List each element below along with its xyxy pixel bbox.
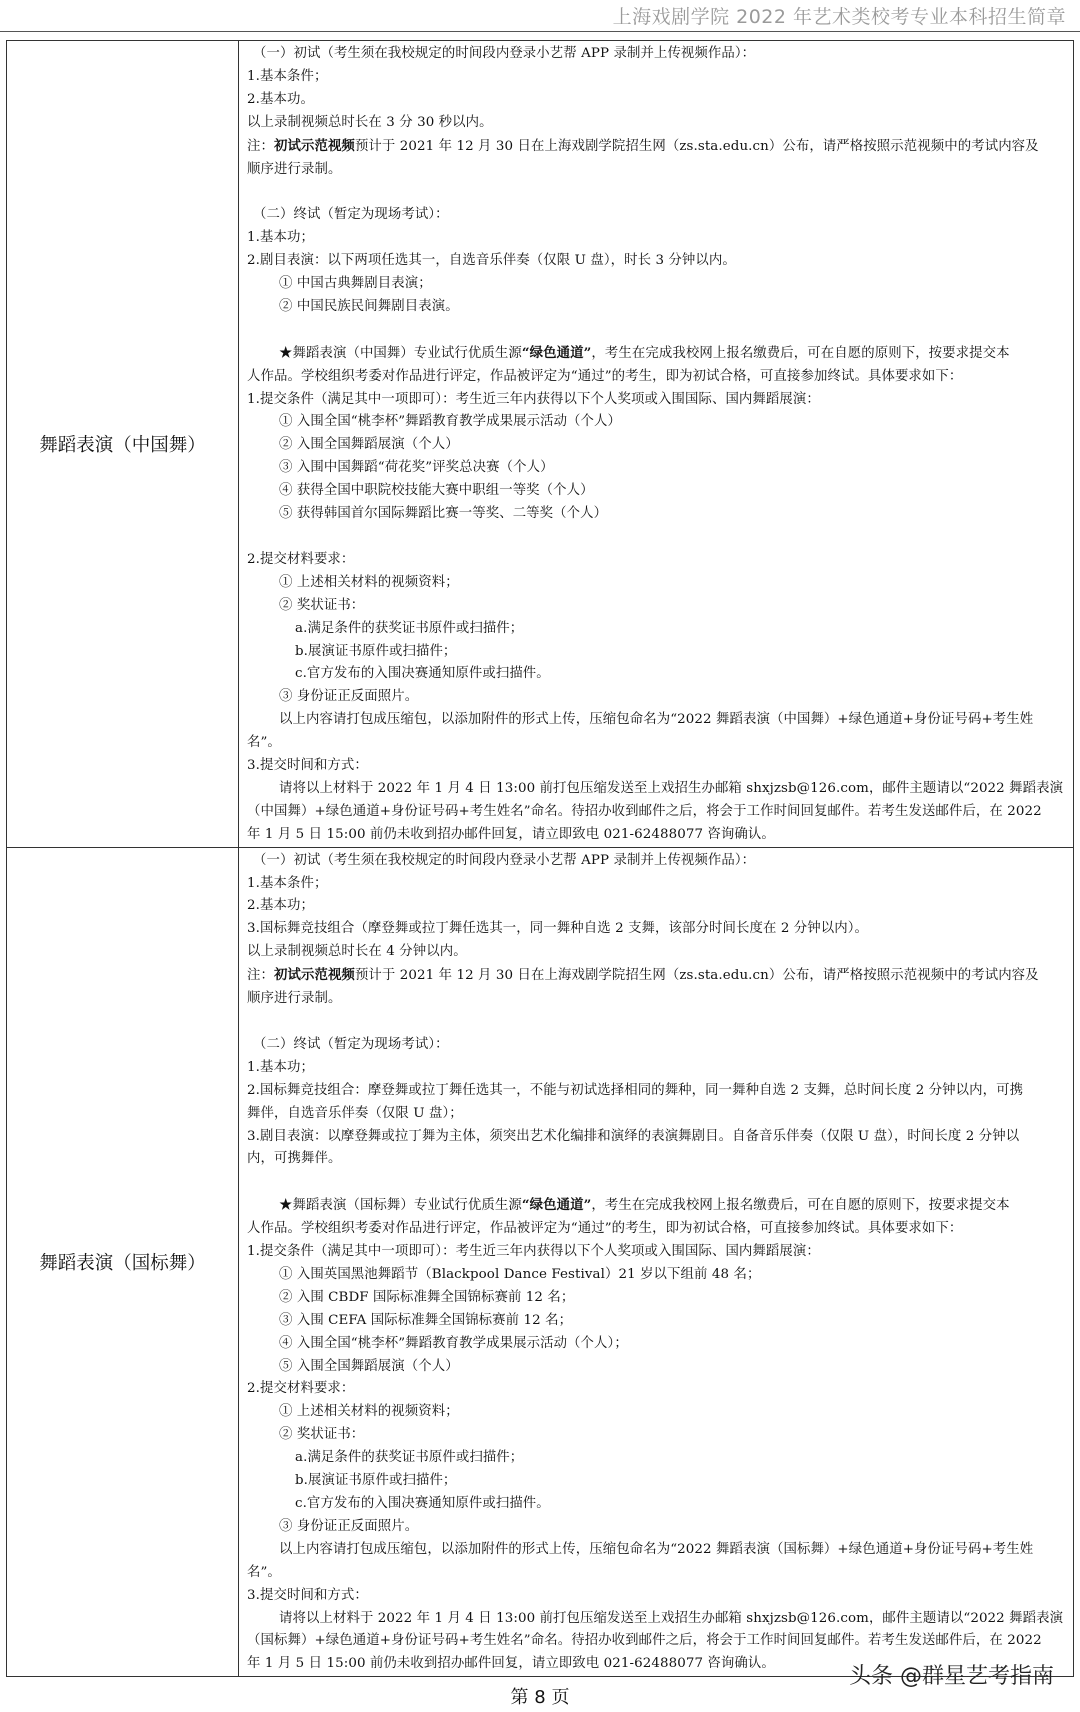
line-text: 1.基本条件； bbox=[247, 68, 328, 84]
major-name: 舞蹈表演（国标舞） bbox=[39, 1252, 206, 1274]
line-text: 顺序进行录制。 bbox=[247, 991, 342, 1007]
line-text: 3.剧目表演：以摩登舞或拉丁舞为主体，须突出艺术化编排和演绎的表演舞剧目。自备音乐伴奏（仅限 U 盘），时间长度 2 分钟以 bbox=[247, 1128, 1020, 1144]
line-text: 1.基本条件； bbox=[247, 875, 328, 891]
text-line bbox=[247, 1470, 1065, 1493]
text-line bbox=[247, 112, 1065, 135]
line-text: ② 中国民族民间舞剧目表演。 bbox=[279, 298, 459, 314]
line-text: 2.基本功； bbox=[247, 898, 314, 914]
text-line bbox=[247, 778, 1065, 801]
text-line bbox=[247, 964, 1065, 988]
text-line bbox=[247, 1447, 1065, 1470]
text-line bbox=[247, 1378, 1065, 1401]
text-line bbox=[247, 572, 1065, 595]
text-line bbox=[247, 1126, 1065, 1149]
text-line bbox=[247, 1287, 1065, 1310]
line-text: c.官方发布的入围决赛通知原件或扫描件。 bbox=[295, 1496, 550, 1512]
line-bold-text: “绿色通道” bbox=[521, 344, 592, 361]
line-text: 年 1 月 5 日 15:00 前仍未收到招办邮件回复，请立即致电 021-62488077 咨询确认。 bbox=[247, 826, 775, 842]
line-text: ① 入围全国“桃李杯”舞蹈教育教学成果展示活动（个人） bbox=[279, 414, 622, 430]
line-text: ① 中国古典舞剧目表演； bbox=[279, 276, 432, 292]
blank-line bbox=[247, 1171, 1065, 1194]
line-text: 请将以上材料于 2022 年 1 月 4 日 13:00 前打包压缩发送至上戏招生办邮箱 shxjzsb@126.com，邮件主题请以“2022 舞蹈表演 bbox=[279, 1610, 1064, 1626]
text-line bbox=[247, 1493, 1065, 1516]
line-text: ③ 入围中国舞蹈“荷花奖”评奖总决赛（个人） bbox=[279, 460, 554, 476]
text-line bbox=[247, 618, 1065, 641]
line-text: 2.剧目表演：以下两项任选其一，自选音乐伴奏（仅限 U 盘），时长 3 分钟以内。 bbox=[247, 253, 736, 269]
text-line bbox=[247, 43, 1065, 66]
major-name-cell bbox=[7, 847, 239, 1677]
line-text: ③ 身份证正反面照片。 bbox=[279, 689, 419, 705]
line-text: 1.基本功； bbox=[247, 230, 314, 246]
line-text: 名”。 bbox=[247, 735, 281, 751]
line-text: （二）终试（暂定为现场考试）： bbox=[253, 207, 449, 223]
requirements-content bbox=[239, 848, 1073, 1677]
line-text: 以上内容请打包成压缩包，以添加附件的形式上传，压缩包命名为“2022 舞蹈表演（国标舞）+绿色通道+身份证号码+考生姓 bbox=[279, 1541, 1034, 1557]
line-text: 注： bbox=[247, 138, 274, 154]
blank-line bbox=[247, 181, 1065, 204]
line-text: 年 1 月 5 日 15:00 前仍未收到招办邮件回复，请立即致电 021-62488077 咨询确认。 bbox=[247, 1656, 775, 1672]
line-text: ⑤ 获得韩国首尔国际舞蹈比赛一等奖、二等奖（个人） bbox=[279, 506, 608, 522]
line-text: （国标舞）+绿色通道+身份证号码+考生姓名”命名。待招办收到邮件之后，将会于工作时间回复邮件。若考生发送邮件后，在 2022 bbox=[247, 1633, 1042, 1649]
line-text: 2.国标舞竞技组合：摩登舞或拉丁舞任选其一，不能与初试选择相同的舞种，同一舞种自选 2 支舞，总时间长度 2 分钟以内，可携 bbox=[247, 1082, 1024, 1098]
text-line bbox=[247, 1401, 1065, 1424]
text-line bbox=[247, 641, 1065, 664]
line-text: （二）终试（暂定为现场考试）： bbox=[253, 1036, 449, 1052]
text-line bbox=[247, 66, 1065, 89]
table-row-chinese-dance bbox=[7, 41, 1074, 848]
line-text: 以上录制视频总时长在 4 分钟以内。 bbox=[247, 944, 467, 960]
line-text-rest: ，考生在完成我校网上报名缴费后，可在自愿的原则下，按要求提交本 bbox=[591, 1198, 1010, 1214]
line-text: ④ 入围全国“桃李杯”舞蹈教育教学成果展示活动（个人）； bbox=[279, 1335, 628, 1351]
table-body bbox=[7, 41, 1074, 1677]
text-line bbox=[247, 850, 1065, 873]
line-text: （中国舞）+绿色通道+身份证号码+考生姓名”命名。待招办收到邮件之后，将会于工作时间回复邮件。若考生发送邮件后，在 2022 bbox=[247, 803, 1042, 819]
text-line bbox=[247, 89, 1065, 112]
line-text: ① 上述相关材料的视频资料； bbox=[279, 574, 459, 590]
line-text: ③ 入围 CEFA 国际标准舞全国锦标赛前 12 名； bbox=[279, 1312, 573, 1328]
line-text: 以上录制视频总时长在 3 分 30 秒以内。 bbox=[247, 114, 493, 130]
line-text: a.满足条件的获奖证书原件或扫描件； bbox=[295, 1450, 524, 1466]
text-line bbox=[247, 159, 1065, 182]
watermark: 头条 @群星艺考指南 bbox=[849, 1664, 1054, 1689]
requirements-cell bbox=[239, 847, 1074, 1677]
text-line bbox=[247, 1218, 1065, 1241]
text-line bbox=[247, 824, 1065, 847]
text-line bbox=[247, 1630, 1065, 1653]
text-line bbox=[247, 663, 1065, 686]
line-bold-text: 初试示范视频 bbox=[273, 967, 355, 984]
text-line bbox=[247, 135, 1065, 159]
admission-table bbox=[6, 40, 1074, 1677]
text-line bbox=[247, 227, 1065, 250]
text-line bbox=[247, 1034, 1065, 1057]
header-title: 上海戏剧学院 2022 年艺术类校考专业本科招生简章 bbox=[612, 6, 1066, 28]
page-number: 第 8 页 bbox=[510, 1687, 570, 1708]
line-text: （一）初试（考生须在我校规定的时间段内登录小艺帮 APP 录制并上传视频作品）： bbox=[253, 46, 756, 61]
text-line bbox=[247, 709, 1065, 732]
line-text: 以上内容请打包成压缩包，以添加附件的形式上传，压缩包命名为“2022 舞蹈表演（中国舞）+绿色通道+身份证号码+考生姓 bbox=[279, 712, 1034, 728]
line-text-rest: 预计于 2021 年 12 月 30 日在上海戏剧学院招生网（zs.sta.edu.cn）公布，请严格按照示范视频中的考试内容及 bbox=[354, 138, 1039, 154]
text-line bbox=[247, 1356, 1065, 1379]
text-line bbox=[247, 732, 1065, 755]
line-bold-text: 初试示范视频 bbox=[273, 137, 355, 154]
text-line bbox=[247, 595, 1065, 618]
line-text-rest: ，考生在完成我校网上报名缴费后，可在自愿的原则下，按要求提交本 bbox=[591, 345, 1010, 361]
line-text: 3.国标舞竞技组合（摩登舞或拉丁舞任选其一，同一舞种自选 2 支舞，该部分时间长度在 2 分钟以内）。 bbox=[247, 921, 869, 937]
text-line bbox=[247, 1333, 1065, 1356]
text-line bbox=[247, 801, 1065, 824]
text-line bbox=[247, 988, 1065, 1011]
line-text: 请将以上材料于 2022 年 1 月 4 日 13:00 前打包压缩发送至上戏招生办邮箱 shxjzsb@126.com，邮件主题请以“2022 舞蹈表演 bbox=[279, 780, 1064, 796]
line-text: c.官方发布的入围决赛通知原件或扫描件。 bbox=[295, 666, 550, 682]
line-text: 2.提交材料要求： bbox=[247, 1381, 355, 1397]
requirements-content bbox=[239, 41, 1073, 847]
text-line bbox=[247, 1264, 1065, 1287]
line-text: ③ 身份证正反面照片。 bbox=[279, 1518, 419, 1534]
requirements-cell bbox=[239, 41, 1074, 848]
text-line bbox=[247, 941, 1065, 964]
text-line bbox=[247, 873, 1065, 896]
text-line bbox=[247, 1103, 1065, 1126]
line-text: ★舞蹈表演（中国舞）专业试行优质生源 bbox=[279, 345, 522, 361]
blank-line bbox=[247, 526, 1065, 549]
text-line bbox=[247, 1241, 1065, 1264]
line-text: b.展演证书原件或扫描件； bbox=[295, 1473, 457, 1489]
line-text-rest: 预计于 2021 年 12 月 30 日在上海戏剧学院招生网（zs.sta.edu.cn）公布，请严格按照示范视频中的考试内容及 bbox=[354, 968, 1039, 984]
line-text: ★舞蹈表演（国标舞）专业试行优质生源 bbox=[279, 1198, 522, 1214]
text-line bbox=[247, 1424, 1065, 1447]
blank-line bbox=[247, 319, 1065, 342]
line-text: ② 奖状证书： bbox=[279, 597, 365, 613]
line-text: ② 入围 CBDF 国际标准舞全国锦标赛前 12 名； bbox=[279, 1289, 575, 1305]
line-text: 注： bbox=[247, 968, 274, 984]
blank-line bbox=[247, 1011, 1065, 1034]
table-row-ballroom-dance bbox=[7, 847, 1074, 1677]
line-text: ① 上述相关材料的视频资料； bbox=[279, 1404, 459, 1420]
text-line bbox=[247, 342, 1065, 366]
text-line bbox=[247, 686, 1065, 709]
text-line bbox=[247, 296, 1065, 319]
text-line bbox=[247, 250, 1065, 273]
line-bold-text: “绿色通道” bbox=[521, 1197, 592, 1214]
text-line bbox=[247, 366, 1065, 389]
text-line bbox=[247, 1539, 1065, 1562]
line-text: ② 入围全国舞蹈展演（个人） bbox=[279, 437, 459, 453]
line-text: ④ 获得全国中职院校技能大赛中职组一等奖（个人） bbox=[279, 483, 594, 499]
line-text: a.满足条件的获奖证书原件或扫描件； bbox=[295, 620, 524, 636]
text-line bbox=[247, 273, 1065, 296]
text-line bbox=[247, 895, 1065, 918]
text-line bbox=[247, 434, 1065, 457]
line-text: 1.提交条件（满足其中一项即可）：考生近三年内获得以下个人奖项或入围国际、国内舞蹈展演： bbox=[247, 1244, 820, 1260]
line-text: （一）初试（考生须在我校规定的时间段内登录小艺帮 APP 录制并上传视频作品）： bbox=[253, 852, 756, 868]
text-line bbox=[247, 1608, 1065, 1631]
text-line bbox=[247, 1194, 1065, 1218]
line-text: 3.提交时间和方式： bbox=[247, 758, 368, 774]
text-line bbox=[247, 755, 1065, 778]
text-line bbox=[247, 389, 1065, 412]
line-text: ① 入围英国黑池舞蹈节（Blackpool Dance Festival）21 岁以下组前 48 名； bbox=[279, 1266, 761, 1282]
header-rule bbox=[0, 31, 1080, 32]
line-text: 3.提交时间和方式： bbox=[247, 1587, 368, 1603]
line-text: 人作品。学校组织考委对作品进行评定，作品被评定为“通过”的考生，即为初试合格，可直接参加终试。具体要求如下： bbox=[247, 1221, 963, 1237]
text-line bbox=[247, 1310, 1065, 1333]
text-line bbox=[247, 411, 1065, 434]
major-name-cell bbox=[7, 41, 239, 848]
line-text: 1.基本功； bbox=[247, 1059, 314, 1075]
line-text: 人作品。学校组织考委对作品进行评定，作品被评定为“通过”的考生，即为初试合格，可直接参加终试。具体要求如下： bbox=[247, 368, 963, 384]
text-line bbox=[247, 503, 1065, 526]
line-text: 2.提交材料要求： bbox=[247, 551, 355, 567]
text-line bbox=[247, 1148, 1065, 1171]
line-text: 1.提交条件（满足其中一项即可）：考生近三年内获得以下个人奖项或入围国际、国内舞蹈展演： bbox=[247, 391, 820, 407]
major-name: 舞蹈表演（中国舞） bbox=[39, 434, 206, 456]
text-line bbox=[247, 1585, 1065, 1608]
text-line bbox=[247, 1562, 1065, 1585]
text-line bbox=[247, 1516, 1065, 1539]
text-line bbox=[247, 918, 1065, 941]
page-header bbox=[0, 0, 1080, 30]
line-text: 内，可携舞伴。 bbox=[247, 1151, 342, 1167]
text-line bbox=[247, 480, 1065, 503]
line-text: 顺序进行录制。 bbox=[247, 161, 342, 177]
text-line bbox=[247, 204, 1065, 227]
line-text: ⑤ 入围全国舞蹈展演（个人） bbox=[279, 1358, 459, 1374]
line-text: ② 奖状证书： bbox=[279, 1427, 365, 1443]
line-text: 名”。 bbox=[247, 1564, 281, 1580]
text-line bbox=[247, 549, 1065, 572]
line-text: b.展演证书原件或扫描件； bbox=[295, 643, 457, 659]
text-line bbox=[247, 1057, 1065, 1080]
text-line bbox=[247, 457, 1065, 480]
line-text: 舞伴，自选音乐伴奏（仅限 U 盘）； bbox=[247, 1105, 463, 1121]
line-text: 2.基本功。 bbox=[247, 91, 314, 107]
text-line bbox=[247, 1080, 1065, 1103]
